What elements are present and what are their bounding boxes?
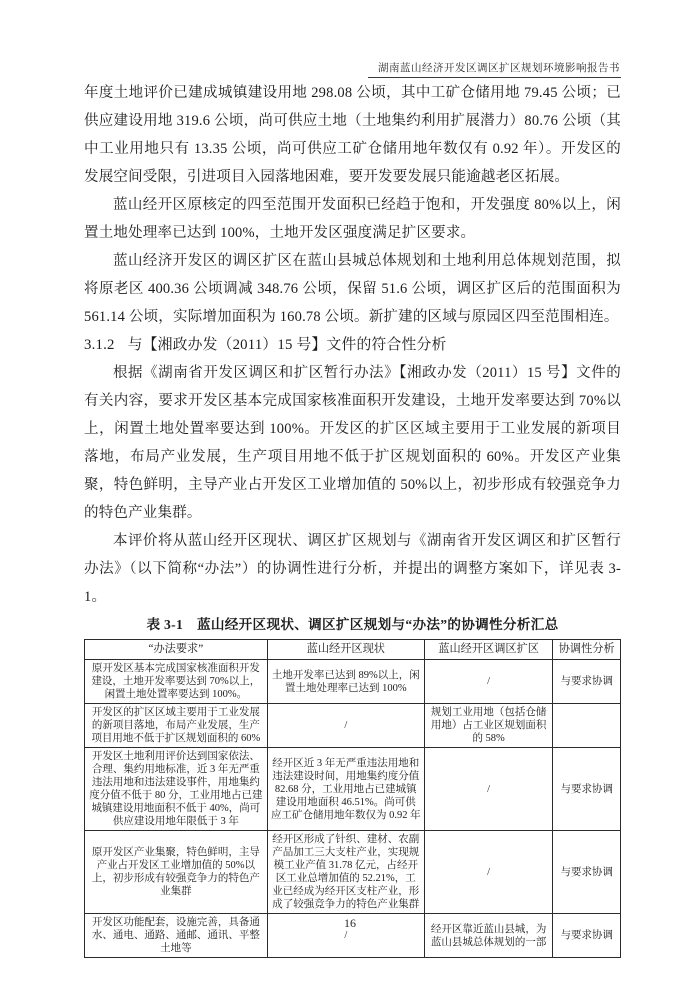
cell-expansion: 规划工业用地（包括仓储用地）占工业区规划面积的 58%	[424, 704, 553, 748]
paragraph-adjustment-area: 蓝山经济开发区的调区扩区在蓝山县城总体规划和土地利用总体规划范围，拟将原老区 400.36 公顷调减 348.76 公顷，保留 51.6 公顷，调区扩区后的范围面积为 561.14 公顷，实际增加面积为 160.78 公顷。新扩建的区域与原园区四至范围相连。	[84, 253, 621, 325]
header-title: 湖南蓝山经济开发区调区扩区规划环境影响报告书	[368, 60, 621, 78]
column-header-analysis: 协调性分析	[553, 640, 621, 660]
column-header-requirement: “办法要求”	[85, 640, 268, 660]
page-number: 16	[344, 916, 356, 930]
cell-expansion: /	[424, 831, 553, 914]
cell-expansion: /	[424, 748, 553, 831]
cell-status: 经开区形成了针织、建材、农副产品加工三大支柱产业，实现规模工业产值 31.78 亿元，占经开区工业总增加值的 52.21%，工业已经成为经开区支柱产业，形成了较强竞争力的特色产业集群	[267, 831, 424, 914]
cell-status: /	[267, 704, 424, 748]
cell-status: 土地开发率已达到 89%以上，闲置土地处理率已达到 100%	[267, 660, 424, 704]
cell-requirement: 原开发区基本完成国家核准面积开发建设，土地开发率要达到 70%以上，闲置土地处置率要达到 100%。	[85, 660, 268, 704]
cell-requirement: 原开发区产业集聚，特色鲜明，主导产业占开发区工业增加值的 50%以上，初步形成有较强竞争力的特色产业集群	[85, 831, 268, 914]
cell-requirement: 开发区土地利用评价达到国家依法、合理、集约用地标准，近 3 年无严重违法用地和违法建设事件，用地集约度分值不低于 80 分，工业用地占已建城镇建设用地面积不低于 40%，尚可供应建设用地年限低于 3 年	[85, 748, 268, 831]
section-number: 3.1.2	[84, 337, 115, 353]
paragraph-land-evaluation: 年度土地评价已建成城镇建设用地 298.08 公顷，其中工矿仓储用地 79.45 公顷；已供应建设用地 319.6 公顷，尚可供应土地（土地集约利用扩展潜力）80.76 公顷（其中工业用地只有 13.35 公顷，尚可供应工矿仓储用地年数仅有 0.92 年）。开发区的发展空间受限，引进项目入园落地困难，要开发要发展只能逾越老区拓展。	[84, 85, 621, 185]
paragraph-evaluation-intro: 本评价将从蓝山经开区现状、调区扩区规划与《湖南省开发区调区和扩区暂行办法》（以下简称“办法”）的协调性进行分析，并提出的调整方案如下，详见表 3-1。	[84, 533, 621, 605]
page-header	[368, 60, 621, 78]
page-body	[84, 79, 621, 958]
table-row	[85, 831, 621, 914]
coordination-analysis-table	[84, 639, 621, 958]
table-row	[85, 660, 621, 704]
section-title: 与【湘政办发（2011）15 号】文件的符合性分析	[127, 337, 447, 353]
cell-analysis: 与要求协调	[553, 748, 621, 831]
paragraph-saturation: 蓝山经开区原核定的四至范围开发面积已经趋于饱和，开发强度 80%以上，闲置土地处理率已达到 100%，土地开发区强度满足扩区要求。	[84, 197, 621, 241]
cell-analysis: 与要求协调	[553, 914, 621, 958]
cell-analysis	[553, 704, 621, 748]
column-header-status: 蓝山经开区现状	[267, 640, 424, 660]
cell-status: /	[267, 914, 424, 958]
cell-requirement: 开发区的扩区区域主要用于工业发展的新项目落地，布局产业发展，生产项目用地不低于扩区规划面积的 60%	[85, 704, 268, 748]
section-heading	[84, 331, 621, 359]
column-header-expansion: 蓝山经开区调区扩区	[424, 640, 553, 660]
cell-expansion: 经开区靠近蓝山县城，为蓝山县城总体规划的一部	[424, 914, 553, 958]
table-caption: 表 3-1 蓝山经开区现状、调区扩区规划与“办法”的协调性分析汇总	[146, 617, 559, 632]
table-header-row	[85, 640, 621, 660]
cell-requirement: 开发区功能配套，设施完善，具备通水、通电、通路、通邮、通讯、平整土地等	[85, 914, 268, 958]
table-row	[85, 704, 621, 748]
cell-status: 经开区近 3 年无严重违法用地和违法建设时间，用地集约度分值 82.68 分，工业用地占已建城镇建设用地面积 46.51%。尚可供应工矿仓储用地年数仅为 0.92 年	[267, 748, 424, 831]
table-row	[85, 748, 621, 831]
cell-analysis: 与要求协调	[553, 831, 621, 914]
paragraph-requirements: 根据《湖南省开发区调区和扩区暂行办法》【湘政办发（2011）15 号】文件的有关内容，要求开发区基本完成国家核准面积开发建设，土地开发率要达到 70%以上，闲置土地处置率要达到 100%。开发区的扩区区域主要用于工业发展的新项目落地，布局产业发展，生产项目用地不低于扩区规划面积的 60%。开发区产业集聚，特色鲜明，主导产业占开发区工业增加值的 50%以上，初步形成有较强竞争力的特色产业集群。	[84, 365, 621, 521]
cell-expansion: /	[424, 660, 553, 704]
cell-analysis: 与要求协调	[553, 660, 621, 704]
